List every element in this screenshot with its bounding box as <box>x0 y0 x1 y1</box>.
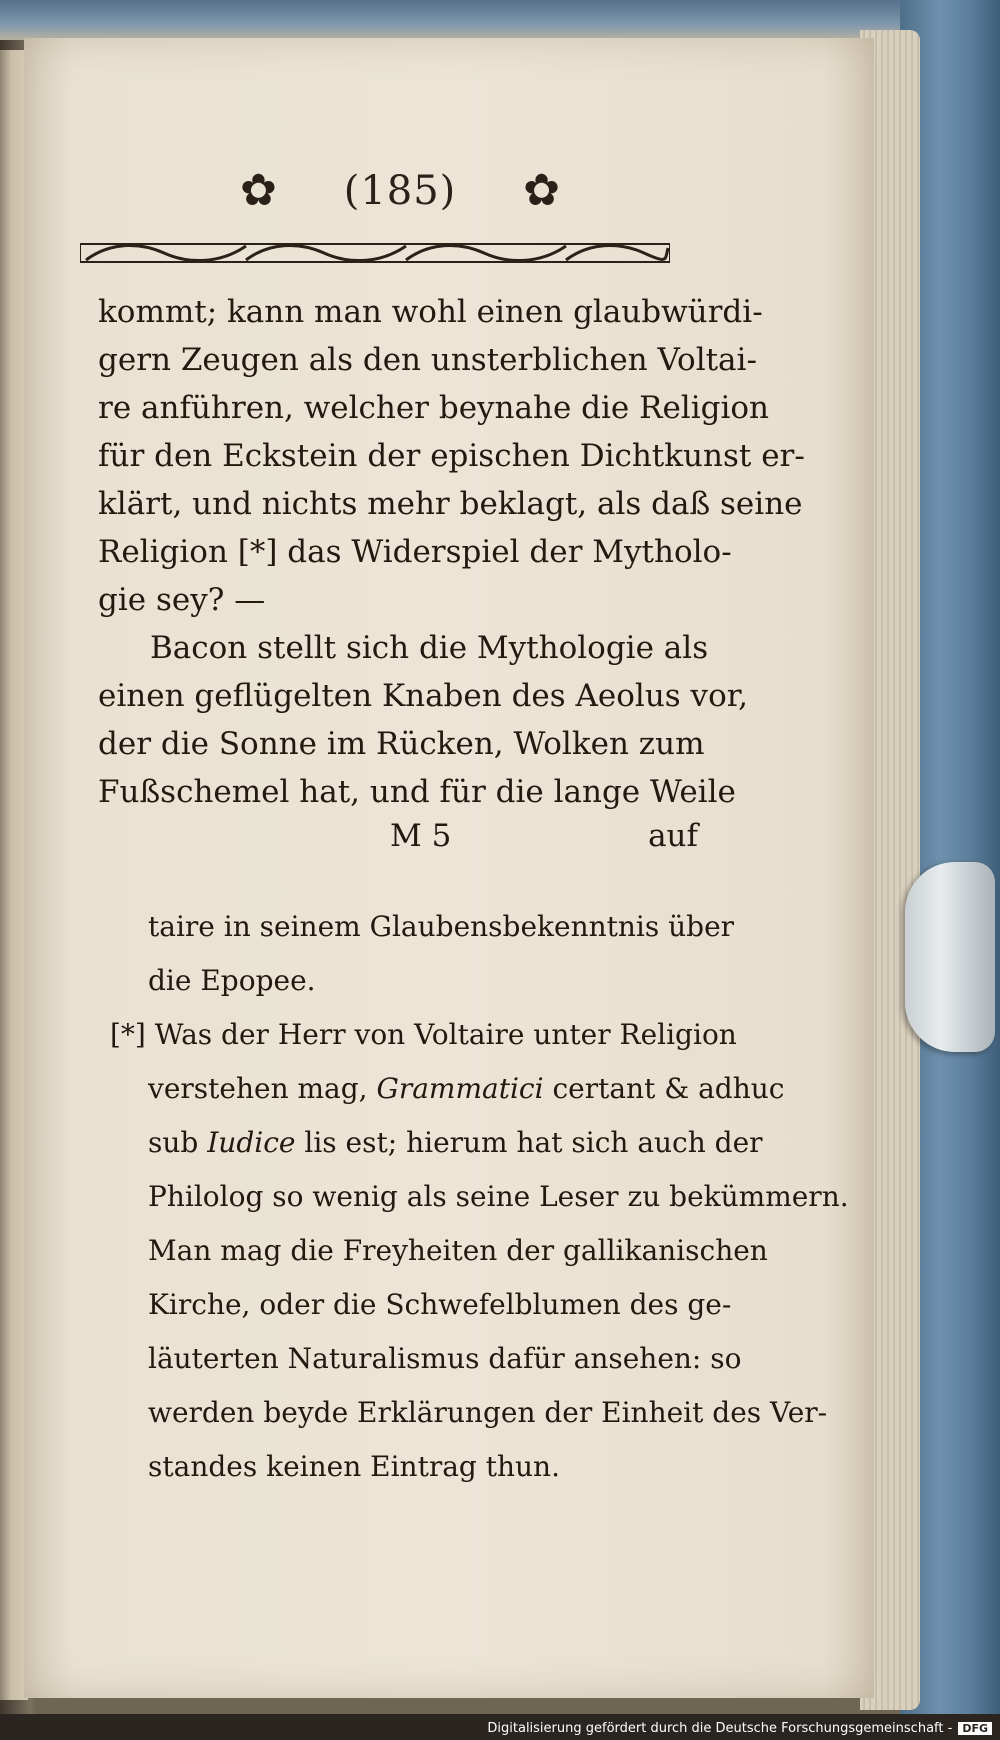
right-ornament-icon: ✿ <box>523 165 560 216</box>
footnotes <box>110 900 849 1494</box>
page-number: (185) <box>343 168 457 214</box>
dfg-logo: DFG <box>958 1722 992 1735</box>
footnote-line: läuterten Naturalismus dafür ansehen: so <box>148 1342 742 1375</box>
page-header <box>240 165 560 216</box>
footnote-text: verstehen mag, <box>148 1072 377 1105</box>
text-line: gie sey? — <box>98 582 266 618</box>
footnote-line: Kirche, oder die Schwefelblumen des ge- <box>148 1288 732 1321</box>
text-line: der die Sonne im Rücken, Wolken zum <box>98 726 705 762</box>
credit-bar <box>0 1714 1000 1740</box>
text-line: klärt, und nichts mehr beklagt, als daß seine <box>98 486 803 522</box>
footnote-line: standes keinen Eintrag thun. <box>148 1450 560 1483</box>
credit-text: Digitalisierung gefördert durch die Deutsche Forschungsgemeinschaft - <box>487 1721 953 1736</box>
footnote-line: [*] Was der Herr von Voltaire unter Religion <box>110 1018 737 1051</box>
latin-text: Iudice <box>207 1126 296 1159</box>
latin-text: Grammatici <box>376 1072 544 1105</box>
catchword: auf <box>648 818 698 854</box>
footnote-text: lis est; hierum hat sich auch der <box>295 1126 763 1159</box>
footnote-line <box>110 1116 763 1170</box>
text-line: Fußschemel hat, und für die lange Weile <box>98 774 736 810</box>
text-line: re anführen, welcher beynahe die Religion <box>98 390 770 426</box>
footnote-text: certant & adhuc <box>543 1072 785 1105</box>
text-line: gern Zeugen als den unsterblichen Voltai- <box>98 342 757 378</box>
footnote-line: werden beyde Erklärungen der Einheit des Ver- <box>148 1396 828 1429</box>
footnote-line <box>110 1062 785 1116</box>
text-line: kommt; kann man wohl einen glaubwürdi- <box>98 294 763 330</box>
main-text-block <box>98 288 805 816</box>
decorative-rule <box>80 240 670 266</box>
footnote-text: sub <box>148 1126 208 1159</box>
footnote-continuation: die Epopee. <box>148 964 316 997</box>
signature-mark: M 5 <box>390 818 452 854</box>
text-line: Bacon stellt sich die Mythologie als <box>150 630 709 666</box>
footnote-line: Man mag die Freyheiten der gallikanischen <box>148 1234 768 1267</box>
left-ornament-icon: ✿ <box>240 165 277 216</box>
text-line: einen geflügelten Knaben des Aeolus vor, <box>98 678 749 714</box>
text-line: für den Eckstein der epischen Dichtkunst er- <box>98 438 805 474</box>
footnote-line: Philolog so wenig als seine Leser zu bekümmern. <box>148 1180 849 1213</box>
footnote-continuation: taire in seinem Glaubensbekenntnis über <box>148 910 735 943</box>
digitization-credit <box>487 1721 992 1736</box>
book-cover-top <box>0 0 1000 40</box>
page-clip <box>905 862 995 1052</box>
text-line: Religion [*] das Widerspiel der Mytholo- <box>98 534 732 570</box>
